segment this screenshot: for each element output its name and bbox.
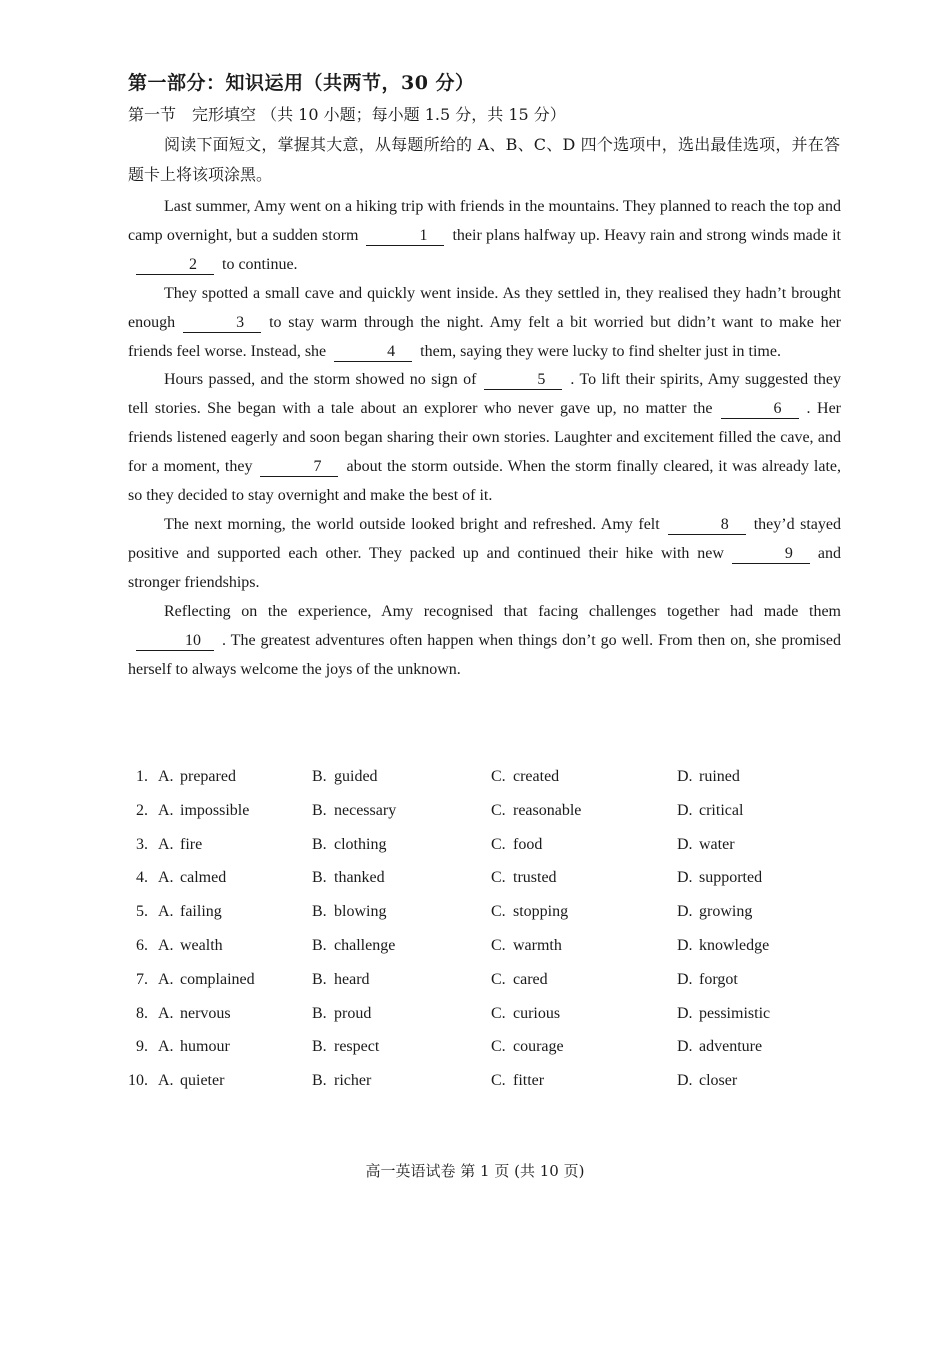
option-c: [491, 836, 542, 854]
option-letter: D.: [677, 801, 693, 819]
option-d: [677, 836, 735, 854]
option-c: [491, 1038, 564, 1056]
option-word: supported: [699, 869, 763, 887]
option-word: created: [513, 768, 560, 785]
option-b: [312, 768, 378, 786]
option-letter: C.: [491, 869, 506, 887]
blank-6: 6: [721, 400, 799, 419]
passage-text: they’d stayed positive and supported each other. They packed up and continued their hike with new: [128, 515, 841, 562]
option-a: [158, 971, 255, 989]
option-word: adventure: [699, 1038, 763, 1056]
option-a: [158, 1038, 230, 1056]
option-letter: B.: [312, 1072, 327, 1090]
blank-2: 2: [136, 256, 214, 275]
option-word: blowing: [334, 903, 387, 921]
option-c: [491, 1005, 560, 1023]
option-letter: A.: [158, 903, 174, 921]
option-letter: B.: [312, 869, 327, 887]
option-a: [158, 869, 226, 887]
option-word: cared: [513, 970, 548, 988]
option-letter: D.: [677, 869, 693, 887]
answer-options: [120, 768, 850, 1106]
option-letter: A.: [158, 869, 174, 887]
option-letter: D.: [677, 1072, 693, 1090]
option-a: [158, 1072, 224, 1090]
option-word: knowledge: [699, 936, 770, 954]
option-c: [491, 971, 548, 989]
option-word: quieter: [180, 1072, 225, 1090]
option-d: [677, 1038, 762, 1056]
option-letter: C.: [491, 903, 506, 921]
question-number: 3.: [136, 835, 148, 853]
option-word: forgot: [699, 970, 738, 988]
passage-text: The next morning, the world outside looked bright and refreshed. Amy felt: [164, 515, 660, 533]
option-b: [312, 836, 386, 854]
option-letter: D.: [677, 903, 693, 921]
option-c: [491, 937, 562, 955]
blank-9: 9: [732, 545, 810, 564]
question-row: [120, 1072, 850, 1106]
passage-text: to stay warm through the night. Amy felt a bit worried but didn’t want to make her friends feel worse. Instead, she: [128, 313, 841, 360]
option-letter: C.: [491, 936, 506, 954]
option-a: [158, 768, 236, 786]
page-footer: 高一英语试卷 第 1 页 (共 10 页): [365, 1162, 585, 1180]
option-letter: C.: [491, 1038, 506, 1056]
option-b: [312, 1072, 371, 1090]
option-word: clothing: [334, 835, 387, 853]
option-d: [677, 802, 743, 820]
option-letter: D.: [677, 835, 693, 853]
passage-text: and stronger friendships.: [128, 544, 841, 591]
passage-paragraph-2: [128, 280, 841, 367]
blank-3: 3: [183, 314, 261, 333]
option-word: richer: [334, 1072, 372, 1090]
option-a: [158, 836, 202, 854]
passage-text: They spotted a small cave and quickly went inside. As they settled in, they realised they hadn’t brought enough: [128, 284, 841, 331]
option-letter: B.: [312, 768, 327, 785]
passage-paragraph-5: [128, 598, 841, 685]
question-number: 1.: [136, 768, 148, 785]
option-word: fitter: [513, 1072, 545, 1090]
option-letter: C.: [491, 835, 506, 853]
option-word: prepared: [180, 768, 236, 785]
cloze-passage: [128, 193, 841, 684]
option-word: respect: [334, 1038, 380, 1056]
option-word: heard: [334, 970, 370, 988]
passage-text: Reflecting on the experience, Amy recognised that facing challenges together had made them: [164, 602, 841, 620]
option-c: [491, 869, 557, 887]
option-word: thanked: [334, 869, 385, 887]
option-letter: B.: [312, 970, 327, 988]
option-letter: A.: [158, 970, 174, 988]
question-number: 2.: [136, 801, 148, 819]
question-row: [120, 768, 850, 802]
option-letter: D.: [677, 1038, 693, 1056]
question-row: [120, 869, 850, 903]
option-letter: B.: [312, 835, 327, 853]
question-number: 5.: [136, 903, 148, 921]
option-letter: D.: [677, 936, 693, 954]
option-word: closer: [699, 1072, 738, 1090]
blank-5: 5: [484, 371, 562, 390]
option-letter: A.: [158, 936, 174, 954]
option-letter: A.: [158, 1004, 174, 1022]
passage-text: about the storm outside. When the storm finally cleared, it was already late, so they decided to stay overnight and make the best of it.: [128, 458, 841, 505]
question-row: [120, 836, 850, 870]
option-a: [158, 937, 223, 955]
question-number: 9.: [136, 1038, 148, 1056]
option-word: proud: [334, 1004, 372, 1022]
option-letter: C.: [491, 970, 506, 988]
option-letter: D.: [677, 1004, 693, 1022]
question-row: [120, 971, 850, 1005]
option-a: [158, 1005, 231, 1023]
option-letter: D.: [677, 970, 693, 988]
option-d: [677, 1072, 737, 1090]
option-c: [491, 768, 559, 786]
option-b: [312, 869, 385, 887]
passage-paragraph-4: [128, 511, 841, 598]
option-word: pessimistic: [699, 1004, 771, 1022]
question-row: [120, 1038, 850, 1072]
passage-text: their plans halfway up. Heavy rain and strong winds made it: [452, 226, 841, 244]
option-c: [491, 1072, 544, 1090]
option-letter: A.: [158, 768, 174, 785]
option-word: humour: [180, 1038, 230, 1056]
option-word: growing: [699, 903, 753, 921]
option-b: [312, 937, 395, 955]
option-letter: A.: [158, 1072, 174, 1090]
blank-4: 4: [334, 343, 412, 362]
passage-text: . The greatest adventures often happen when things don’t go well. From then on, she promised herself to always welcome the joys of the unknown.: [128, 631, 841, 678]
blank-10: 10: [136, 632, 214, 651]
question-number: 7.: [136, 970, 148, 988]
question-row: [120, 802, 850, 836]
option-word: reasonable: [513, 801, 582, 819]
section-title: 第一节 完形填空 （共 10 小题；每小题 1.5 分，共 15 分）: [128, 105, 566, 124]
option-word: calmed: [180, 869, 227, 887]
option-word: stopping: [513, 903, 569, 921]
option-d: [677, 869, 762, 887]
option-d: [677, 903, 752, 921]
option-letter: C.: [491, 768, 506, 785]
blank-1: 1: [366, 227, 444, 246]
option-letter: B.: [312, 1038, 327, 1056]
option-word: courage: [513, 1038, 564, 1056]
option-d: [677, 937, 769, 955]
instruction-text: 阅读下面短文，掌握其大意，从每题所给的 A、B、C、D 四个选项中，选出最佳选项，并在答题卡上将该项涂黑。: [128, 135, 840, 184]
option-word: necessary: [334, 801, 397, 819]
option-word: impossible: [180, 801, 250, 819]
option-b: [312, 903, 386, 921]
passage-paragraph-1: [128, 193, 841, 280]
option-a: [158, 903, 222, 921]
option-word: fire: [180, 835, 203, 853]
option-letter: A.: [158, 835, 174, 853]
option-b: [312, 1005, 371, 1023]
option-d: [677, 768, 740, 786]
option-word: challenge: [334, 936, 396, 954]
option-word: failing: [180, 903, 222, 921]
option-letter: B.: [312, 903, 327, 921]
passage-text: . Her friends listened eagerly and soon began sharing their own stories. Laughter and excitement filled the cave, and for a moment, they: [128, 400, 842, 476]
option-letter: B.: [312, 936, 327, 954]
passage-text: Hours passed, and the storm showed no sign of: [164, 371, 477, 389]
option-word: trusted: [513, 869, 557, 887]
option-letter: C.: [491, 1004, 506, 1022]
part-title: 第一部分：知识运用（共两节，30 分）: [128, 72, 475, 94]
option-word: guided: [334, 768, 378, 785]
option-word: ruined: [699, 768, 740, 785]
option-letter: B.: [312, 801, 327, 819]
option-b: [312, 1038, 379, 1056]
question-row: [120, 903, 850, 937]
question-number: 4.: [136, 869, 148, 887]
option-letter: B.: [312, 1004, 327, 1022]
option-letter: C.: [491, 801, 506, 819]
option-word: warmth: [513, 936, 562, 954]
question-row: [120, 937, 850, 971]
option-b: [312, 802, 396, 820]
question-number: 6.: [136, 936, 148, 954]
option-a: [158, 802, 249, 820]
option-d: [677, 1005, 770, 1023]
option-b: [312, 971, 370, 989]
passage-paragraph-3: [128, 366, 841, 511]
passage-text: to continue.: [222, 255, 298, 273]
option-letter: A.: [158, 1038, 174, 1056]
option-word: critical: [699, 801, 744, 819]
question-number: 8.: [136, 1004, 148, 1022]
passage-text: . To lift their spirits, Amy suggested they tell stories. She began with a tale about an explorer who never gave up, no matter the: [128, 371, 841, 418]
option-word: food: [513, 835, 543, 853]
option-c: [491, 903, 568, 921]
option-word: curious: [513, 1004, 561, 1022]
passage-text: Last summer, Amy went on a hiking trip with friends in the mountains. They planned to reach the top and camp overnight, but a sudden storm: [128, 198, 841, 244]
blank-7: 7: [260, 458, 338, 477]
passage-text: them, saying they were lucky to find shelter just in time.: [420, 342, 781, 360]
question-row: [120, 1005, 850, 1039]
blank-8: 8: [668, 516, 746, 535]
option-word: nervous: [180, 1004, 231, 1022]
option-letter: C.: [491, 1072, 506, 1090]
option-word: wealth: [180, 936, 223, 954]
option-c: [491, 802, 581, 820]
option-letter: A.: [158, 801, 174, 819]
option-word: water: [699, 835, 735, 853]
question-number: 10.: [128, 1072, 148, 1090]
option-letter: D.: [677, 768, 693, 785]
option-word: complained: [180, 970, 255, 988]
option-d: [677, 971, 738, 989]
